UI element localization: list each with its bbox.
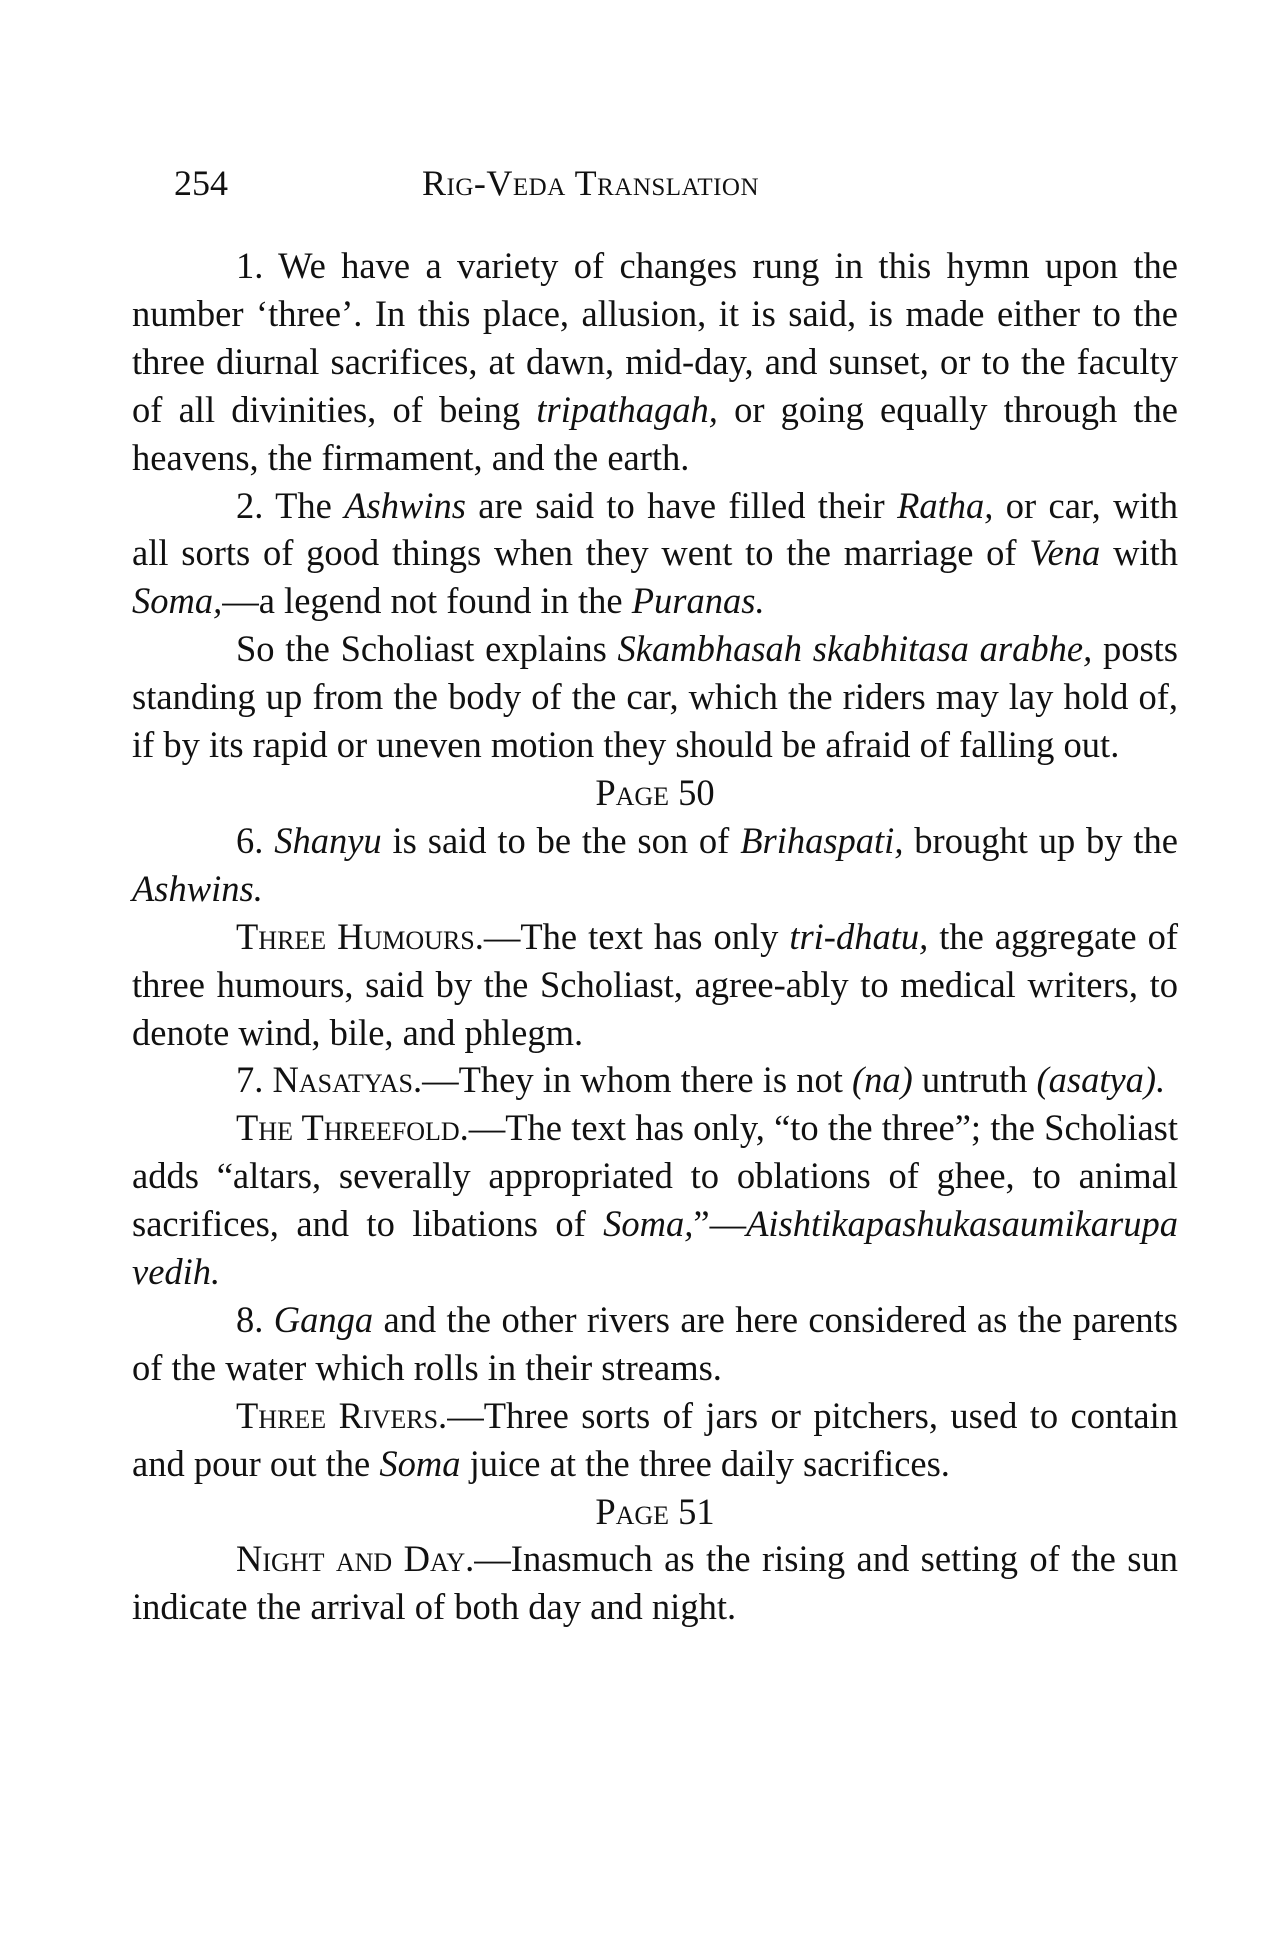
note-threefold [132, 1104, 1178, 1296]
page-50-heading: Page 50 [595, 771, 715, 813]
italic-term: (na) [851, 1059, 913, 1101]
italic-term: Skambhasah skabhitasa arabhe, [617, 628, 1093, 670]
note-number: 8. [236, 1298, 264, 1340]
note-text: or car, with all sorts of good things when they went to the marriage of [132, 484, 1179, 574]
italic-term: Ashwins [344, 484, 466, 526]
note-text: and the other rivers are here considered as the parents of the water which rolls in their streams. [132, 1298, 1178, 1388]
note-heading: The Threefold. [236, 1107, 469, 1149]
note-text: untruth [912, 1059, 1037, 1101]
running-title: Rig-Veda Translation [422, 163, 760, 203]
italic-term: Soma, [603, 1203, 694, 1245]
note-text: —a legend not found in the [222, 580, 632, 622]
note-text: juice at the three daily sacrifices. [460, 1442, 950, 1484]
note-text: The [275, 484, 345, 526]
note-three-rivers [132, 1392, 1178, 1488]
note-number: 7. [236, 1059, 264, 1101]
note-text: —They in whom there is not [422, 1059, 852, 1101]
note-text: are said to have filled their [465, 484, 898, 526]
italic-term: tri-dhatu, [789, 915, 929, 957]
italic-term: Aishtikapashukasaumikarupa vedih. [132, 1203, 1178, 1293]
note-heading: Three Rivers. [236, 1394, 448, 1436]
note-text: is said to be the son of [381, 819, 741, 861]
note-text: brought up by the [903, 819, 1178, 861]
note-number: 1. [236, 245, 264, 286]
italic-term: Vena [1029, 532, 1101, 574]
note-heading: Nasatyas. [272, 1059, 423, 1101]
page-51-heading: Page 51 [595, 1490, 715, 1532]
italic-term: Ashwins. [132, 867, 263, 909]
note-6 [132, 817, 1178, 913]
page-header [174, 162, 914, 214]
italic-term: Soma [379, 1442, 461, 1484]
note-text: —Three sorts of jars or pitchers, used to contain and pour out the [132, 1394, 1178, 1484]
note-night-and-day [132, 1535, 1178, 1631]
note-text: —The text has only, “to the three”; the Scholiast adds “altars, severally appropriated to oblations of ghee, to animal sacrifices, and to libations of [132, 1107, 1179, 1245]
italic-term: Brihaspati, [740, 819, 904, 861]
italic-term: Ratha, [897, 484, 994, 526]
note-text: —The text has only [483, 915, 790, 957]
italic-term: Puranas. [631, 580, 765, 622]
note-number: 6. [236, 819, 264, 861]
italic-term: (asatya). [1036, 1059, 1166, 1101]
note-1 [132, 242, 1178, 482]
note-text: the aggregate of three humours, said by the Scholiast, agree-ably to medical writers, to denote wind, bile, and phlegm. [132, 915, 1178, 1053]
note-text: —Inasmuch as the rising and setting of the sun indicate the arrival of both day and night. [132, 1538, 1178, 1628]
note-text: So the Scholiast explains [236, 628, 618, 670]
italic-term: Ganga [273, 1298, 374, 1340]
note-text: or going equally through the heavens, the firmament, and the earth. [132, 388, 1178, 478]
note-7 [132, 1056, 1178, 1104]
note-heading: Three Humours. [236, 915, 484, 957]
italic-term: Soma, [132, 580, 223, 622]
note-text: ”— [693, 1203, 747, 1245]
note-number: 2. [236, 484, 264, 526]
note-2 [132, 482, 1178, 626]
note-text: We have a variety of changes rung in this hymn upon the number ‘three’. In this place, allusion, it is said, is made either to the three diurnal sacrifices, at dawn, mid-day, and sunset, or to the faculty of all divinities, of being [132, 245, 1178, 430]
note-three-humours [132, 913, 1178, 1057]
note-2-continued [132, 625, 1178, 769]
note-text: posts standing up from the body of the car, which the riders may lay hold of, if by its rapid or uneven motion they should be afraid of falling out. [132, 628, 1178, 766]
italic-term: Shanyu [274, 819, 382, 861]
notes-body [132, 242, 1178, 1631]
note-text: with [1100, 532, 1178, 574]
italic-term: tripathagah, [536, 388, 718, 430]
note-8 [132, 1296, 1178, 1392]
note-heading: Night and Day. [236, 1538, 475, 1580]
page-number: 254 [174, 163, 228, 203]
